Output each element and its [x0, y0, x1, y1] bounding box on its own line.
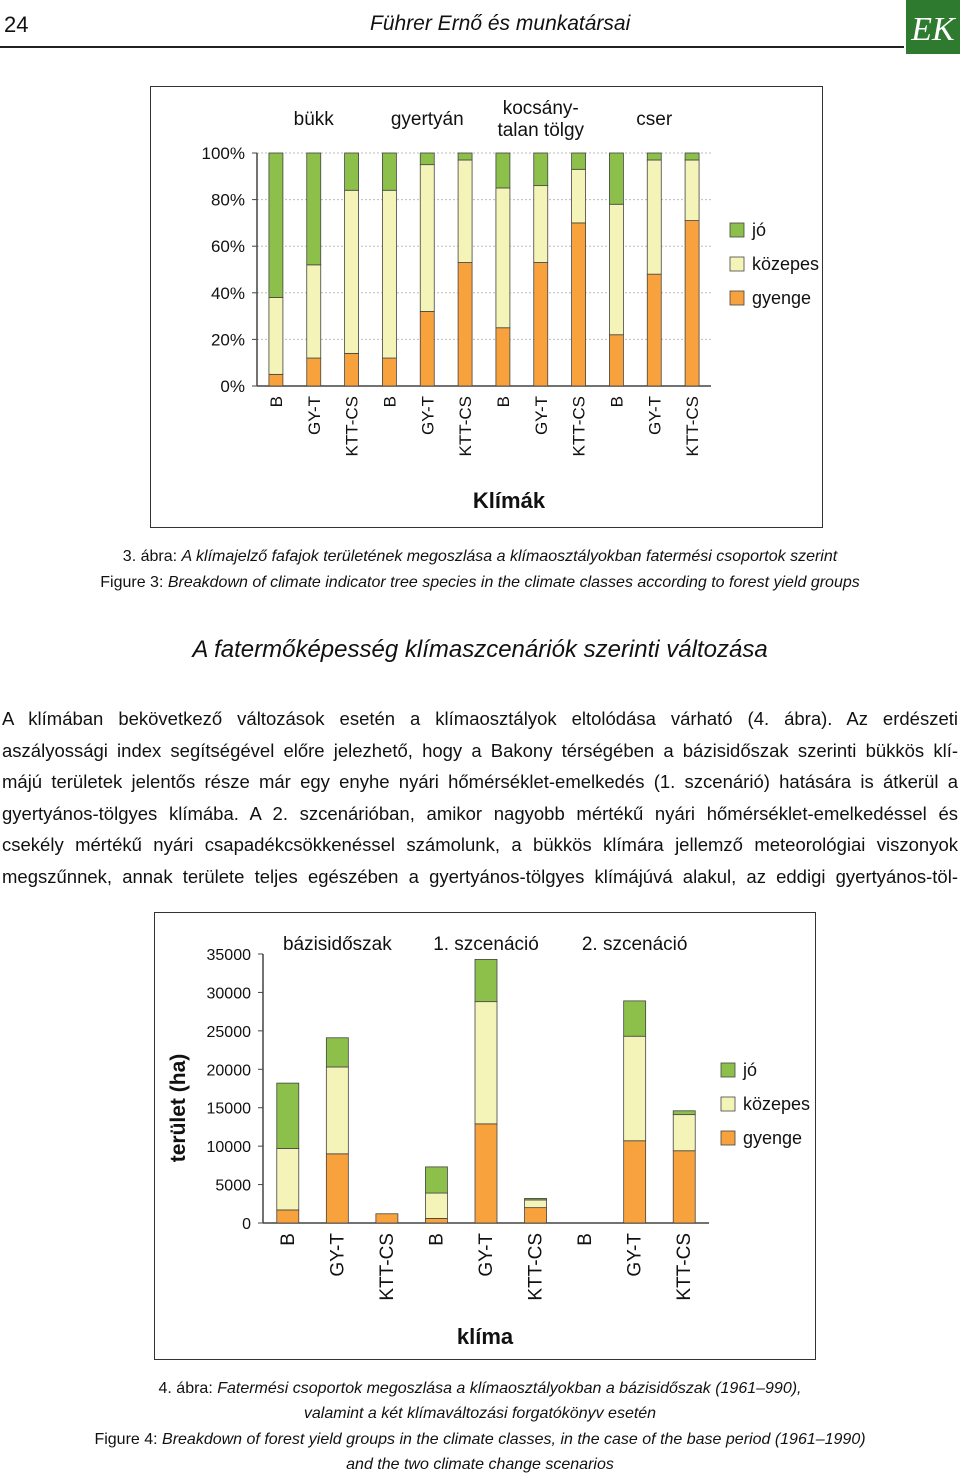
y-tick-label: 35000 — [206, 947, 251, 964]
y-tick-label: 15000 — [206, 1100, 251, 1118]
bar-segment-közepes — [685, 160, 699, 221]
figure-4-caption-hu-1: 4. ábra: Fatermési csoportok megoszlása a klímaosztályokban a bázisidőszak (1961–990), — [158, 1380, 802, 1397]
x-category-label: KTT-CS — [569, 396, 589, 457]
bar-segment-gyenge — [572, 223, 586, 386]
bar-segment-közepes — [525, 1200, 547, 1208]
x-category-label: B — [493, 396, 513, 408]
section-title: A fatermőképesség klímaszcenáriók szerinti változása — [192, 636, 768, 663]
body-paragraph — [2, 703, 958, 892]
bar-segment-jó — [382, 153, 396, 190]
bar-segment-gyenge — [647, 274, 661, 386]
y-tick-label: 5000 — [215, 1177, 251, 1195]
bar-segment-jó — [269, 153, 283, 297]
x-category-label: KTT-CS — [342, 396, 362, 457]
bar-segment-jó — [647, 153, 661, 160]
bar-segment-gyenge — [475, 1124, 497, 1223]
group-title: cser — [636, 109, 673, 130]
bar-segment-közepes — [496, 188, 510, 328]
y-tick-label: 10000 — [206, 1139, 251, 1157]
x-category-label: KTT-CS — [376, 1233, 398, 1301]
bar-segment-közepes — [534, 186, 548, 263]
body-line: csekély mértékű nyári csapadékcsökkenéssel számolunk, a bükkös klímára jellemző meteorológiai viszonyok — [2, 834, 958, 855]
bar-segment-jó — [345, 153, 359, 190]
bar-segment-gyenge — [269, 374, 283, 386]
x-category-label: KTT-CS — [456, 396, 476, 457]
y-tick-label: 0% — [220, 377, 245, 396]
bar-segment-jó — [326, 1038, 348, 1067]
legend-swatch-jó — [730, 223, 744, 237]
legend-swatch-közepes — [721, 1097, 735, 1111]
group-title: 2. szcenáció — [581, 934, 688, 955]
bar-segment-gyenge — [609, 335, 623, 386]
x-category-label: B — [380, 396, 400, 408]
legend-label: gyenge — [752, 288, 812, 308]
legend-label: jó — [752, 220, 767, 240]
x-category-label: KTT-CS — [683, 396, 703, 457]
group-title: bázisidőszak — [282, 934, 392, 955]
bar-segment-jó — [496, 153, 510, 188]
bar-segment-jó — [277, 1083, 299, 1148]
bar-segment-gyenge — [685, 221, 699, 386]
bar-segment-közepes — [458, 160, 472, 263]
x-category-label: B — [575, 1233, 597, 1246]
x-category-label: GY-T — [624, 1233, 646, 1277]
journal-logo — [906, 0, 960, 54]
y-tick-label: 80% — [210, 190, 245, 210]
legend-swatch-gyenge — [730, 291, 744, 305]
bar-segment-gyenge — [326, 1154, 348, 1223]
figure-4-caption-en-2: and the two climate change scenarios — [346, 1456, 614, 1473]
x-category-label: GY-T — [327, 1233, 349, 1277]
legend-label: jó — [743, 1060, 758, 1080]
bar-segment-közepes — [420, 165, 434, 312]
bar-segment-közepes — [647, 160, 661, 274]
bar-segment-gyenge — [376, 1214, 398, 1223]
figure-3-plot — [151, 87, 822, 527]
bar-segment-jó — [609, 153, 623, 204]
x-category-label: B — [426, 1233, 448, 1246]
bar-segment-közepes — [307, 265, 321, 358]
bar-segment-gyenge — [673, 1151, 695, 1223]
y-tick-label: 20% — [210, 330, 245, 350]
y-tick-label: 60% — [210, 237, 245, 257]
bar-segment-közepes — [673, 1115, 695, 1151]
x-axis-title: Klímák — [472, 488, 546, 513]
legend-swatch-gyenge — [721, 1131, 735, 1145]
y-tick-label: 100% — [201, 144, 245, 163]
x-category-label: B — [266, 396, 286, 408]
bar-segment-közepes — [425, 1193, 447, 1218]
body-line: A klímában bekövetkező változások esetén a klímaosztályok eltolódása várható (4. ábra). Az erdészeti — [2, 708, 958, 729]
x-category-label: GY-T — [304, 396, 324, 436]
bar-segment-közepes — [475, 1002, 497, 1124]
legend-label: gyenge — [743, 1128, 803, 1148]
y-tick-label: 20000 — [206, 1062, 251, 1080]
bar-segment-gyenge — [624, 1141, 646, 1223]
y-tick-label: 0 — [242, 1216, 251, 1233]
y-axis-title: terület (ha) — [167, 1053, 190, 1163]
body-line: májú területek jelentős része már egy enyhe nyári hőmérséklet-emelkedés (1. szcenárió) hatására is átkerül a — [2, 771, 958, 792]
x-category-label: KTT-CS — [525, 1233, 547, 1301]
figure-4-caption-hu-2: valamint a két klímaváltozási forgatókönyv esetén — [303, 1405, 657, 1422]
legend-swatch-jó — [721, 1063, 735, 1077]
x-category-label: GY-T — [531, 396, 551, 436]
legend-swatch-közepes — [730, 257, 744, 271]
x-category-label: KTT-CS — [674, 1233, 696, 1301]
bar-segment-jó — [673, 1111, 695, 1115]
bar-segment-közepes — [572, 169, 586, 223]
y-tick-label: 30000 — [206, 985, 251, 1003]
group-title: 1. szcenáció — [433, 934, 539, 955]
header-rule — [0, 46, 904, 48]
bar-segment-jó — [458, 153, 472, 160]
bar-segment-gyenge — [534, 263, 548, 386]
bar-segment-gyenge — [345, 353, 359, 386]
bar-segment-közepes — [277, 1148, 299, 1209]
bar-segment-közepes — [269, 297, 283, 374]
bar-segment-jó — [425, 1167, 447, 1193]
running-head: Führer Ernő és munkatársai — [370, 12, 631, 35]
bar-segment-jó — [572, 153, 586, 169]
x-category-label: B — [277, 1233, 299, 1246]
group-title: gyertyán — [390, 109, 464, 130]
group-title: talan tölgy — [497, 120, 585, 141]
bar-segment-közepes — [609, 204, 623, 334]
bar-segment-jó — [624, 1001, 646, 1036]
bar-segment-gyenge — [496, 328, 510, 386]
bar-segment-közepes — [326, 1067, 348, 1154]
bar-segment-jó — [307, 153, 321, 265]
body-line: aszályossági index segítségével előre jelezhető, hogy a Bakony térségében a bázisidőszak szerinti bükkös klí- — [2, 739, 958, 761]
bar-segment-gyenge — [307, 358, 321, 386]
body-line: megszűnnek, annak területe teljes egészében a gyertyános-tölgyes klímájúvá alakul, az eddigi gyertyános-töl- — [2, 865, 958, 887]
bar-segment-gyenge — [277, 1210, 299, 1223]
x-category-label: GY-T — [476, 1233, 497, 1277]
legend-label: közepes — [743, 1094, 811, 1114]
x-axis-title: klíma — [456, 1324, 514, 1349]
x-category-label: GY-T — [645, 396, 665, 436]
y-tick-label: 40% — [210, 283, 245, 303]
figure-4-chart — [154, 912, 816, 1360]
bar-segment-gyenge — [382, 358, 396, 386]
bar-segment-jó — [685, 153, 699, 160]
bar-segment-jó — [534, 153, 548, 186]
group-title: bükk — [293, 109, 334, 130]
legend-label: közepes — [752, 254, 820, 274]
figure-4-caption-en-1: Figure 4: Breakdown of forest yield groups in the climate classes, in the case of the base period (1961–1990) — [94, 1431, 866, 1448]
y-tick-label: 25000 — [206, 1023, 251, 1041]
figure-3-caption-en: Figure 3: Breakdown of climate indicator tree species in the climate classes according to forest yield groups — [100, 574, 860, 591]
figure-4-plot — [155, 913, 815, 1359]
body-line: gyertyános-tölgyes klímába. A 2. szcenárióban, amikor nagyobb mértékű nyári hőmérséklet-emelkedéssel és — [2, 802, 958, 824]
page-number: 24 — [4, 12, 29, 37]
bar-segment-közepes — [345, 190, 359, 353]
bar-segment-gyenge — [525, 1208, 547, 1223]
bar-segment-közepes — [624, 1036, 646, 1141]
bar-segment-gyenge — [458, 263, 472, 386]
bar-segment-közepes — [382, 190, 396, 358]
bar-segment-jó — [475, 959, 497, 1001]
bar-segment-jó — [525, 1198, 547, 1200]
figure-3-caption-hu: 3. ábra: A klímajelző fafajok területének megoszlása a klímaosztályokban fatermési csoportok szerint — [122, 548, 838, 565]
bar-segment-gyenge — [420, 311, 434, 386]
bar-segment-gyenge — [425, 1218, 447, 1223]
x-category-label: GY-T — [418, 396, 438, 436]
bar-segment-jó — [420, 153, 434, 165]
group-title: kocsány- — [502, 98, 579, 119]
svg-text:EK: EK — [911, 11, 955, 48]
x-category-label: B — [607, 396, 627, 408]
figure-3-chart — [150, 86, 823, 528]
